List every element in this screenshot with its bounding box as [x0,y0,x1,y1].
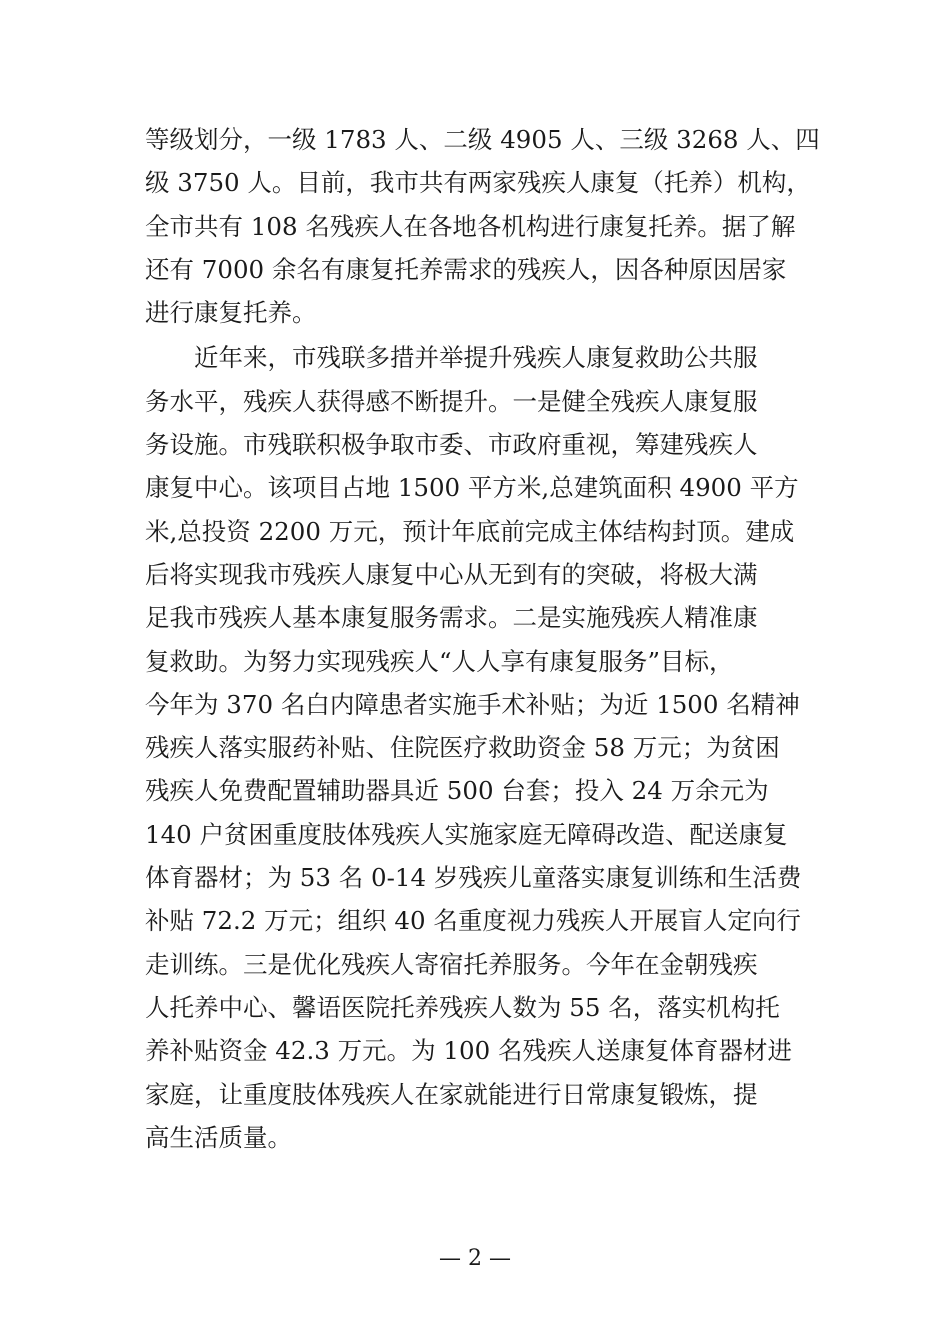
paragraph-1 [145,118,820,334]
text-line: 140 户贫困重度肢体残疾人实施家庭无障碍改造、配送康复 [145,819,788,849]
text-line: 近年来，市残联多措并举提升残疾人康复救助公共服 [194,343,758,373]
text-line: 残疾人落实服药补贴、住院医疗救助资金 58 万元；为贫困 [145,733,780,763]
text-line: 级 3750 人。目前，我市共有两家残疾人康复（托养）机构， [145,168,811,198]
text-line: 务水平，残疾人获得感不断提升。一是健全残疾人康复服 [145,386,758,416]
page-number: — 2 — [439,1246,511,1271]
text-line: 全市共有 108 名残疾人在各地各机构进行康复托养。据了解 [145,211,796,241]
paragraph-2 [145,336,810,1159]
text-line: 等级划分，一级 1783 人、二级 4905 人、三级 3268 人、四 [145,125,820,154]
text-line: 务设施。市残联积极争取市委、市政府重视，筹建残疾人 [145,430,758,460]
text-line: 家庭，让重度肢体残疾人在家就能进行日常康复锻炼，提 [145,1079,758,1109]
text-line: 进行康复托养。 [145,298,317,328]
text-line: 体育器材；为 53 名 0-14 岁残疾儿童落实康复训练和生活费 [145,863,802,893]
text-line: 今年为 370 名白内障患者实施手术补贴；为近 1500 名精神 [145,689,800,719]
text-line: 米,总投资 2200 万元，预计年底前完成主体结构封顶。建成 [145,516,795,546]
text-line: 养补贴资金 42.3 万元。为 100 名残疾人送康复体育器材进 [145,1036,792,1066]
text-line: 还有 7000 余名有康复托养需求的残疾人，因各种原因居家 [145,254,787,284]
text-line: 高生活质量。 [145,1122,292,1152]
text-line: 复救助。为努力实现残疾人“人人享有康复服务”目标， [145,646,734,676]
text-line: 足我市残疾人基本康复服务需求。二是实施残疾人精准康 [145,603,758,633]
text-line: 走训练。三是优化残疾人寄宿托养服务。今年在金朝残疾 [145,949,758,979]
text-line: 康复中心。该项目占地 1500 平方米,总建筑面积 4900 平方 [145,473,799,503]
text-line: 补贴 72.2 万元；组织 40 名重度视力残疾人开展盲人定向行 [145,906,801,936]
text-line: 残疾人免费配置辅助器具近 500 台套；投入 24 万余元为 [145,776,769,806]
text-line: 后将实现我市残疾人康复中心从无到有的突破，将极大满 [145,559,758,589]
document-body [145,118,820,1159]
text-line: 人托养中心、馨语医院托养残疾人数为 55 名，落实机构托 [145,992,780,1022]
